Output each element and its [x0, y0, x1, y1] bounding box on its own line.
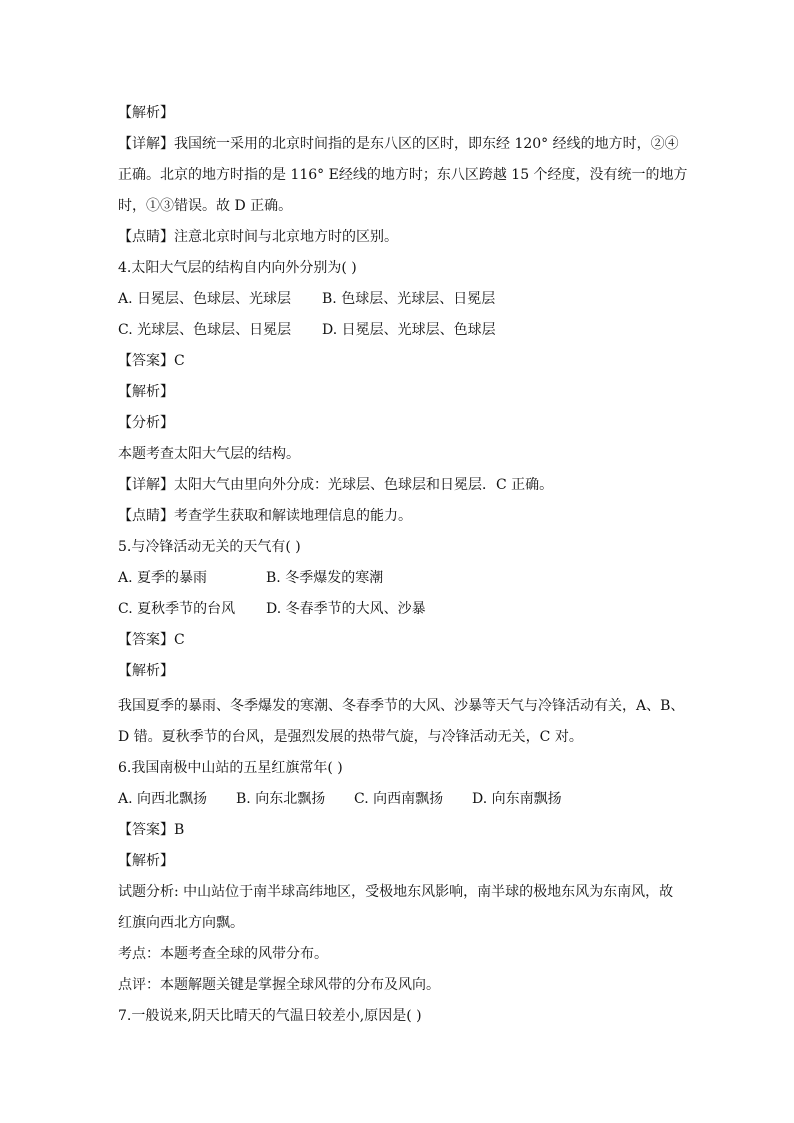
option-a: A. 日冕层、色球层、光球层 [118, 291, 292, 307]
test-point: 考点：本题考查全球的风带分布。 [118, 946, 328, 962]
answer-label: 【答案】C [118, 353, 185, 369]
question-4-options-row-2 [118, 321, 684, 339]
tip-paragraph: 【点睛】考查学生获取和解读地理信息的能力。 [118, 508, 412, 524]
question-7: 7.一般说来,阴天比晴天的气温日较差小,原因是( ) [118, 1008, 422, 1024]
option-a: A. 夏季的暴雨 [118, 570, 208, 586]
tip-paragraph: 【点睛】注意北京时间与北京地方时的区别。 [118, 229, 398, 245]
question-5-options-row-2 [118, 600, 684, 618]
question-4: 4.太阳大气层的结构自内向外分别为( ) [118, 260, 357, 276]
question-4-options-row-1 [118, 290, 684, 308]
detail-paragraph: 【详解】太阳大气由里向外分成：光球层、色球层和日冕层．C 正确。 [118, 477, 554, 493]
analysis-paragraph: 试题分析: 中山站位于南半球高纬地区，受极地东风影响，南半球的极地东风为东南风，故 [118, 884, 674, 900]
option-a: A. 向西北飘扬 [118, 791, 208, 807]
detail-paragraph: 时，①③错误。故 D 正确。 [118, 198, 293, 214]
detail-paragraph: 【详解】我国统一采用的北京时间指的是东八区的区时，即东经 120° 经线的地方时，②④ [118, 136, 679, 152]
comment: 点评：本题解题关键是掌握全球风带的分布及风向。 [118, 977, 440, 993]
section-heading-breakdown: 【分析】 [118, 415, 174, 431]
answer-label: 【答案】C [118, 632, 185, 648]
option-d: D. 冬春季节的大风、沙暴 [266, 601, 426, 617]
question-5: 5.与冷锋活动无关的天气有( ) [118, 539, 301, 555]
section-heading-analysis: 【解析】 [118, 384, 174, 400]
question-6-options [118, 790, 684, 808]
section-heading-analysis: 【解析】 [118, 663, 174, 679]
section-heading-analysis: 【解析】 [118, 105, 174, 121]
analysis-paragraph: 本题考查太阳大气层的结构。 [118, 446, 300, 462]
analysis-paragraph: 红旗向西北方向飘。 [118, 915, 244, 931]
answer-label: 【答案】B [118, 822, 185, 838]
question-6: 6.我国南极中山站的五星红旗常年( ) [118, 760, 343, 776]
option-b: B. 向东北飘扬 [236, 791, 326, 807]
detail-paragraph: 正确。北京的地方时指的是 116° E经线的地方时；东八区跨越 15 个经度，没有统一的地方 [118, 167, 688, 183]
option-c: C. 向西南飘扬 [354, 791, 444, 807]
analysis-paragraph: D 错。夏秋季节的台风，是强烈发展的热带气旋，与冷锋活动无关，C 对。 [118, 729, 583, 745]
option-b: B. 色球层、光球层、日冕层 [322, 291, 496, 307]
option-d: D. 日冕层、光球层、色球层 [322, 322, 496, 338]
option-b: B. 冬季爆发的寒潮 [266, 570, 384, 586]
option-d: D. 向东南飘扬 [472, 791, 562, 807]
option-c: C. 光球层、色球层、日冕层 [118, 322, 292, 338]
analysis-paragraph: 我国夏季的暴雨、冬季爆发的寒潮、冬春季节的大风、沙暴等天气与冷锋活动有关，A、B、 [118, 698, 685, 714]
question-5-options-row-1 [118, 569, 684, 587]
section-heading-analysis: 【解析】 [118, 853, 174, 869]
option-c: C. 夏秋季节的台风 [118, 601, 236, 617]
